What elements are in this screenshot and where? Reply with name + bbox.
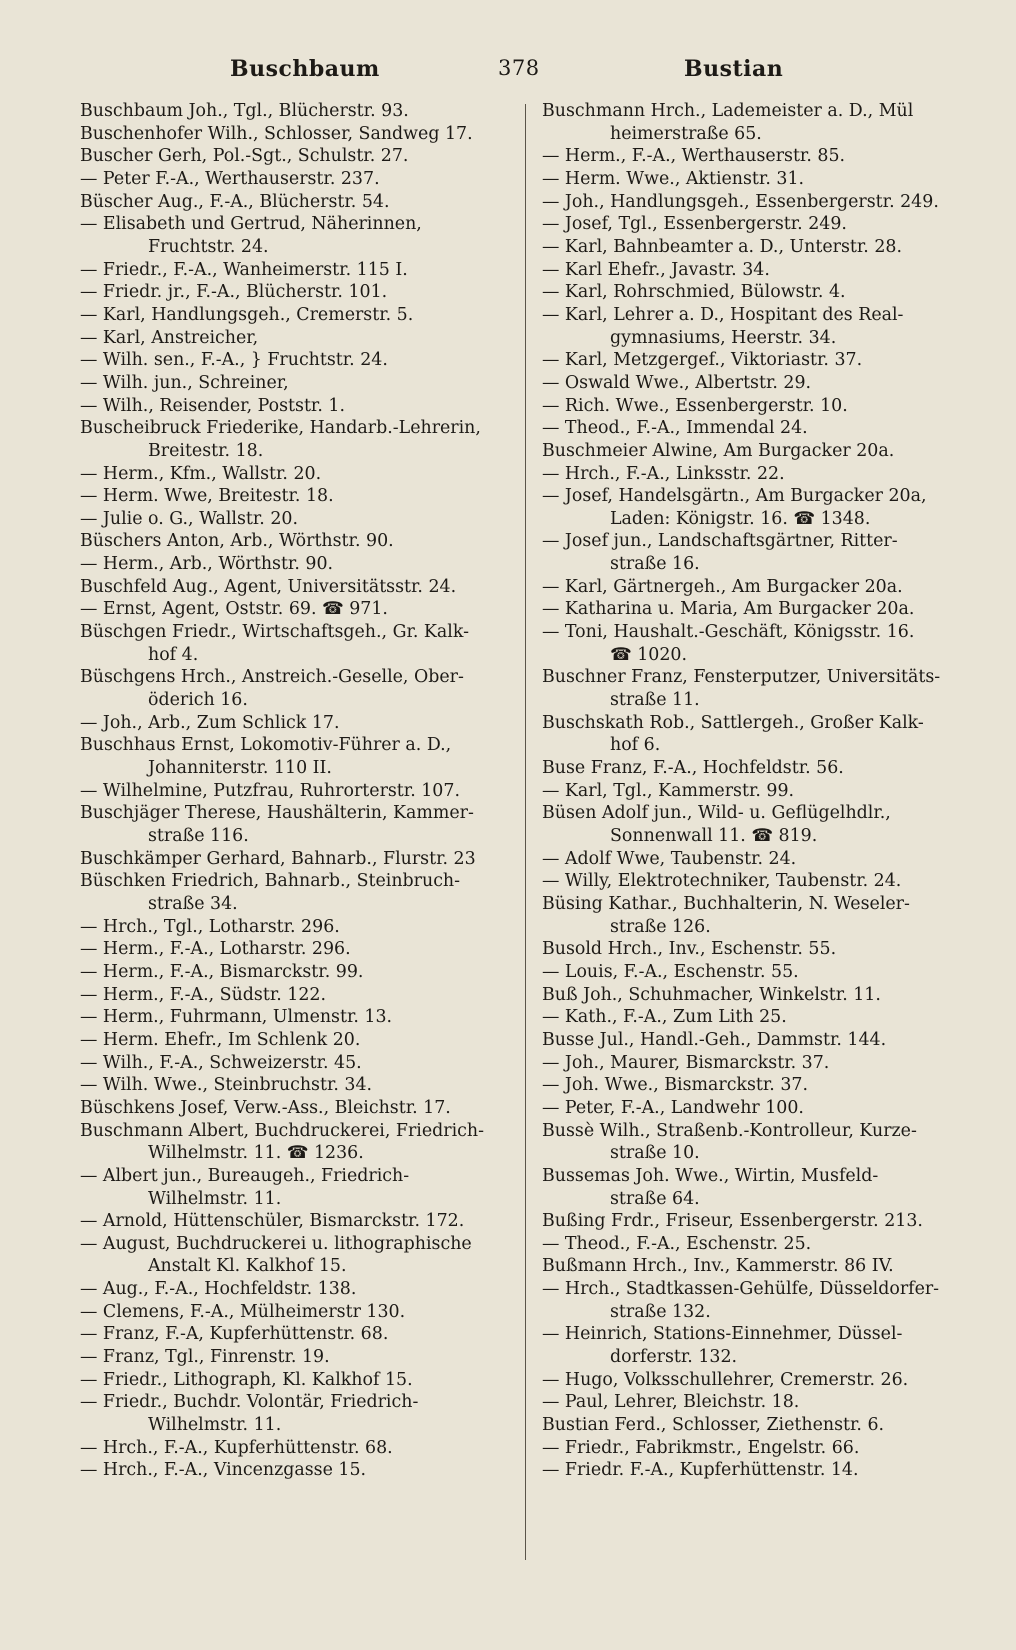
directory-line: — Theod., F.-A., Eschenstr. 25. — [542, 1233, 812, 1254]
directory-line: — Herm. Wwe., Aktienstr. 31. — [542, 168, 805, 189]
directory-line: ☎ 1020. — [610, 644, 687, 665]
directory-line: straße 16. — [610, 554, 700, 575]
directory-line: — Karl, Bahnbeamter a. D., Unterstr. 28. — [542, 236, 902, 257]
directory-line: — Hrch., F.-A., Linksstr. 22. — [542, 463, 785, 484]
directory-line: — Herm., Kfm., Wallstr. 20. — [80, 463, 322, 484]
directory-line: Buse Franz, F.-A., Hochfeldstr. 56. — [542, 758, 844, 779]
directory-line: — Clemens, F.-A., Mülheimerstr 130. — [80, 1301, 406, 1322]
directory-line: straße 132. — [610, 1301, 711, 1322]
directory-line: — Herm., F.-A., Südstr. 122. — [80, 984, 327, 1005]
directory-line: — Wilh. sen., F.-A., } Fruchtstr. 24. — [80, 350, 388, 371]
left-column — [80, 100, 500, 1482]
directory-line: Büschgen Friedr., Wirtschaftsgeh., Gr. Kalk- — [80, 622, 469, 643]
directory-line: Buß Joh., Schuhmacher, Winkelstr. 11. — [542, 984, 881, 1005]
directory-line: straße 34. — [148, 893, 238, 914]
directory-line: — Josef jun., Landschaftsgärtner, Ritter- — [542, 531, 898, 552]
directory-line: — Wilh., Reisender, Poststr. 1. — [80, 395, 345, 416]
directory-line: — Karl, Anstreicher, — [80, 327, 259, 348]
directory-line: — Karl, Metzgergef., Viktoriastr. 37. — [542, 350, 863, 371]
directory-line: — Joh., Arb., Zum Schlick 17. — [80, 712, 340, 733]
directory-line: — Franz, F.-A, Kupferhüttenstr. 68. — [80, 1324, 389, 1345]
directory-line: — Karl Ehefr., Javastr. 34. — [542, 259, 770, 280]
directory-line: öderich 16. — [148, 690, 248, 711]
directory-line: — Joh., Handlungsgeh., Essenbergerstr. 249. — [542, 191, 939, 212]
page-number: 378 — [498, 56, 540, 80]
directory-line: Wilhelmstr. 11. — [148, 1415, 282, 1436]
directory-line: — Wilh., F.-A., Schweizerstr. 45. — [80, 1052, 362, 1073]
directory-line: — Hrch., F.-A., Kupferhüttenstr. 68. — [80, 1437, 393, 1458]
directory-line: — Friedr. jr., F.-A., Blücherstr. 101. — [80, 282, 388, 303]
directory-line: Büschers Anton, Arb., Wörthstr. 90. — [80, 531, 394, 552]
directory-line: Büschgens Hrch., Anstreich.-Geselle, Ober- — [80, 667, 464, 688]
directory-line: — Hrch., Tgl., Lotharstr. 296. — [80, 916, 340, 937]
directory-line: — Friedr., Fabrikmstr., Engelstr. 66. — [542, 1437, 860, 1458]
directory-line: — Paul, Lehrer, Bleichstr. 18. — [542, 1392, 800, 1413]
directory-line: hof 6. — [610, 735, 661, 756]
directory-line: — Arnold, Hüttenschüler, Bismarckstr. 172. — [80, 1211, 465, 1232]
directory-line: — Heinrich, Stations-Einnehmer, Düssel- — [542, 1324, 903, 1345]
directory-line: — Louis, F.-A., Eschenstr. 55. — [542, 961, 799, 982]
directory-line: — Karl, Tgl., Kammerstr. 99. — [542, 780, 795, 801]
directory-line: dorferstr. 132. — [610, 1347, 738, 1368]
column-divider — [525, 104, 526, 1560]
directory-line: — August, Buchdruckerei u. lithographische — [80, 1233, 472, 1254]
directory-line: Buschkämper Gerhard, Bahnarb., Flurstr. 23 — [80, 848, 476, 869]
directory-line: — Karl, Lehrer a. D., Hospitant des Real- — [542, 304, 904, 325]
directory-line: Wilhelmstr. 11. ☎ 1236. — [148, 1143, 364, 1164]
directory-line: — Oswald Wwe., Albertstr. 29. — [542, 372, 812, 393]
directory-line: — Herm., F.-A., Werthauserstr. 85. — [542, 146, 846, 167]
directory-line: Bustian Ferd., Schlosser, Ziethenstr. 6. — [542, 1415, 885, 1436]
directory-line: straße 64. — [610, 1188, 700, 1209]
directory-line: straße 10. — [610, 1143, 700, 1164]
directory-line: Buschmeier Alwine, Am Burgacker 20a. — [542, 440, 895, 461]
directory-line: — Kath., F.-A., Zum Lith 25. — [542, 1007, 787, 1028]
directory-line: Büsing Kathar., Buchhalterin, N. Weseler- — [542, 893, 910, 914]
directory-line: — Hugo, Volksschullehrer, Cremerstr. 26. — [542, 1369, 909, 1390]
directory-line: Buschenhofer Wilh., Schlosser, Sandweg 17. — [80, 123, 473, 144]
directory-line: — Herm., Arb., Wörthstr. 90. — [80, 554, 334, 575]
directory-line: Buschner Franz, Fensterputzer, Universitäts- — [542, 667, 941, 688]
directory-line: — Elisabeth und Gertrud, Näherinnen, — [80, 214, 422, 235]
directory-line: Büsen Adolf jun., Wild- u. Geflügelhdlr., — [542, 803, 891, 824]
directory-line: Bussè Wilh., Straßenb.-Kontrolleur, Kurze- — [542, 1120, 917, 1141]
directory-line: straße 116. — [148, 826, 249, 846]
directory-line: Bussemas Joh. Wwe., Wirtin, Musfeld- — [542, 1165, 879, 1186]
directory-line: Busold Hrch., Inv., Eschenstr. 55. — [542, 939, 837, 960]
directory-line: straße 126. — [610, 916, 711, 937]
directory-line: straße 11. — [610, 690, 700, 711]
directory-line: — Friedr., F.-A., Wanheimerstr. 115 I. — [80, 259, 408, 280]
directory-line: Büschken Friedrich, Bahnarb., Steinbruch- — [80, 871, 461, 892]
directory-line: Büscher Aug., F.-A., Blücherstr. 54. — [80, 191, 390, 212]
directory-line: Wilhelmstr. 11. — [148, 1188, 282, 1209]
directory-line: — Hrch., F.-A., Vincenzgasse 15. — [80, 1460, 367, 1481]
directory-line: hof 4. — [148, 644, 199, 665]
directory-line: — Theod., F.-A., Immendal 24. — [542, 418, 808, 439]
directory-line: — Julie o. G., Wallstr. 20. — [80, 508, 298, 529]
directory-line: Bußing Frdr., Friseur, Essenbergerstr. 213. — [542, 1211, 923, 1232]
directory-line: heimerstraße 65. — [610, 123, 762, 144]
directory-line: — Wilhelmine, Putzfrau, Ruhrorterstr. 107. — [80, 780, 460, 801]
directory-line: Buscheibruck Friederike, Handarb.-Lehrerin, — [80, 418, 481, 439]
directory-line: — Herm., F.-A., Lotharstr. 296. — [80, 939, 351, 960]
right-column — [542, 100, 974, 1482]
directory-line: Buscher Gerh, Pol.-Sgt., Schulstr. 27. — [80, 146, 409, 167]
directory-line: Anstalt Kl. Kalkhof 15. — [148, 1256, 347, 1277]
directory-line: — Wilh. jun., Schreiner, — [80, 372, 289, 393]
directory-line: Buschjäger Therese, Haushälterin, Kammer- — [80, 803, 474, 824]
directory-line: Buschmann Hrch., Lademeister a. D., Mül — [542, 101, 914, 121]
directory-line: — Joh., Maurer, Bismarckstr. 37. — [542, 1052, 830, 1073]
directory-line: — Willy, Elektrotechniker, Taubenstr. 24. — [542, 871, 902, 892]
directory-line: — Wilh. Wwe., Steinbruchstr. 34. — [80, 1075, 373, 1096]
directory-line: Johanniterstr. 110 II. — [148, 758, 332, 779]
running-head-left: Buschbaum — [230, 56, 380, 82]
directory-line: Breitestr. 18. — [148, 440, 264, 461]
directory-line: Fruchtstr. 24. — [148, 236, 269, 257]
directory-line: — Herm. Wwe, Breitestr. 18. — [80, 486, 334, 507]
directory-line: — Aug., F.-A., Hochfeldstr. 138. — [80, 1279, 357, 1300]
directory-line: Busse Jul., Handl.-Geh., Dammstr. 144. — [542, 1029, 887, 1050]
directory-line: — Josef, Handelsgärtn., Am Burgacker 20a, — [542, 486, 927, 507]
directory-line: Buschmann Albert, Buchdruckerei, Friedrich- — [80, 1120, 484, 1141]
directory-line: — Peter, F.-A., Landwehr 100. — [542, 1097, 804, 1118]
directory-line: — Franz, Tgl., Finrenstr. 19. — [80, 1347, 330, 1368]
directory-line: — Hrch., Stadtkassen-Gehülfe, Düsseldorfer- — [542, 1279, 940, 1300]
directory-line: — Karl, Gärtnergeh., Am Burgacker 20a. — [542, 576, 903, 597]
directory-line: — Herm., F.-A., Bismarckstr. 99. — [80, 961, 364, 982]
directory-line: — Friedr., Buchdr. Volontär, Friedrich- — [80, 1392, 419, 1413]
directory-line: — Karl, Rohrschmied, Bülowstr. 4. — [542, 282, 846, 303]
directory-line: — Friedr., Lithograph, Kl. Kalkhof 15. — [80, 1369, 413, 1390]
directory-line: — Ernst, Agent, Oststr. 69. ☎ 971. — [80, 599, 388, 620]
directory-line: Bußmann Hrch., Inv., Kammerstr. 86 IV. — [542, 1256, 894, 1277]
directory-line: Buschhaus Ernst, Lokomotiv-Führer a. D., — [80, 735, 452, 756]
directory-line: gymnasiums, Heerstr. 34. — [610, 327, 837, 348]
running-head-right: Bustian — [684, 56, 784, 82]
directory-line: — Herm., Fuhrmann, Ulmenstr. 13. — [80, 1007, 393, 1028]
directory-line: — Rich. Wwe., Essenbergerstr. 10. — [542, 395, 848, 416]
directory-line: — Katharina u. Maria, Am Burgacker 20a. — [542, 599, 915, 620]
directory-line: Buschbaum Joh., Tgl., Blücherstr. 93. — [80, 101, 409, 121]
directory-line: — Toni, Haushalt.-Geschäft, Königsstr. 16. — [542, 622, 915, 643]
directory-line: Sonnenwall 11. ☎ 819. — [610, 826, 818, 846]
directory-line: Buschskath Rob., Sattlergeh., Großer Kalk- — [542, 712, 924, 733]
directory-line: — Joh. Wwe., Bismarckstr. 37. — [542, 1075, 808, 1096]
directory-line: — Albert jun., Bureaugeh., Friedrich- — [80, 1165, 410, 1186]
directory-line: — Herm. Ehefr., Im Schlenk 20. — [80, 1029, 361, 1050]
directory-line: — Peter F.-A., Werthauserstr. 237. — [80, 168, 380, 189]
directory-line: — Karl, Handlungsgeh., Cremerstr. 5. — [80, 304, 414, 325]
directory-line: Büschkens Josef, Verw.-Ass., Bleichstr. 17. — [80, 1097, 451, 1118]
directory-line: Laden: Königstr. 16. ☎ 1348. — [610, 508, 871, 529]
directory-line: — Adolf Wwe, Taubenstr. 24. — [542, 848, 797, 869]
directory-line: — Friedr. F.-A., Kupferhüttenstr. 14. — [542, 1460, 859, 1481]
directory-line: — Josef, Tgl., Essenbergerstr. 249. — [542, 214, 847, 235]
directory-line: Buschfeld Aug., Agent, Universitätsstr. 24. — [80, 576, 457, 597]
